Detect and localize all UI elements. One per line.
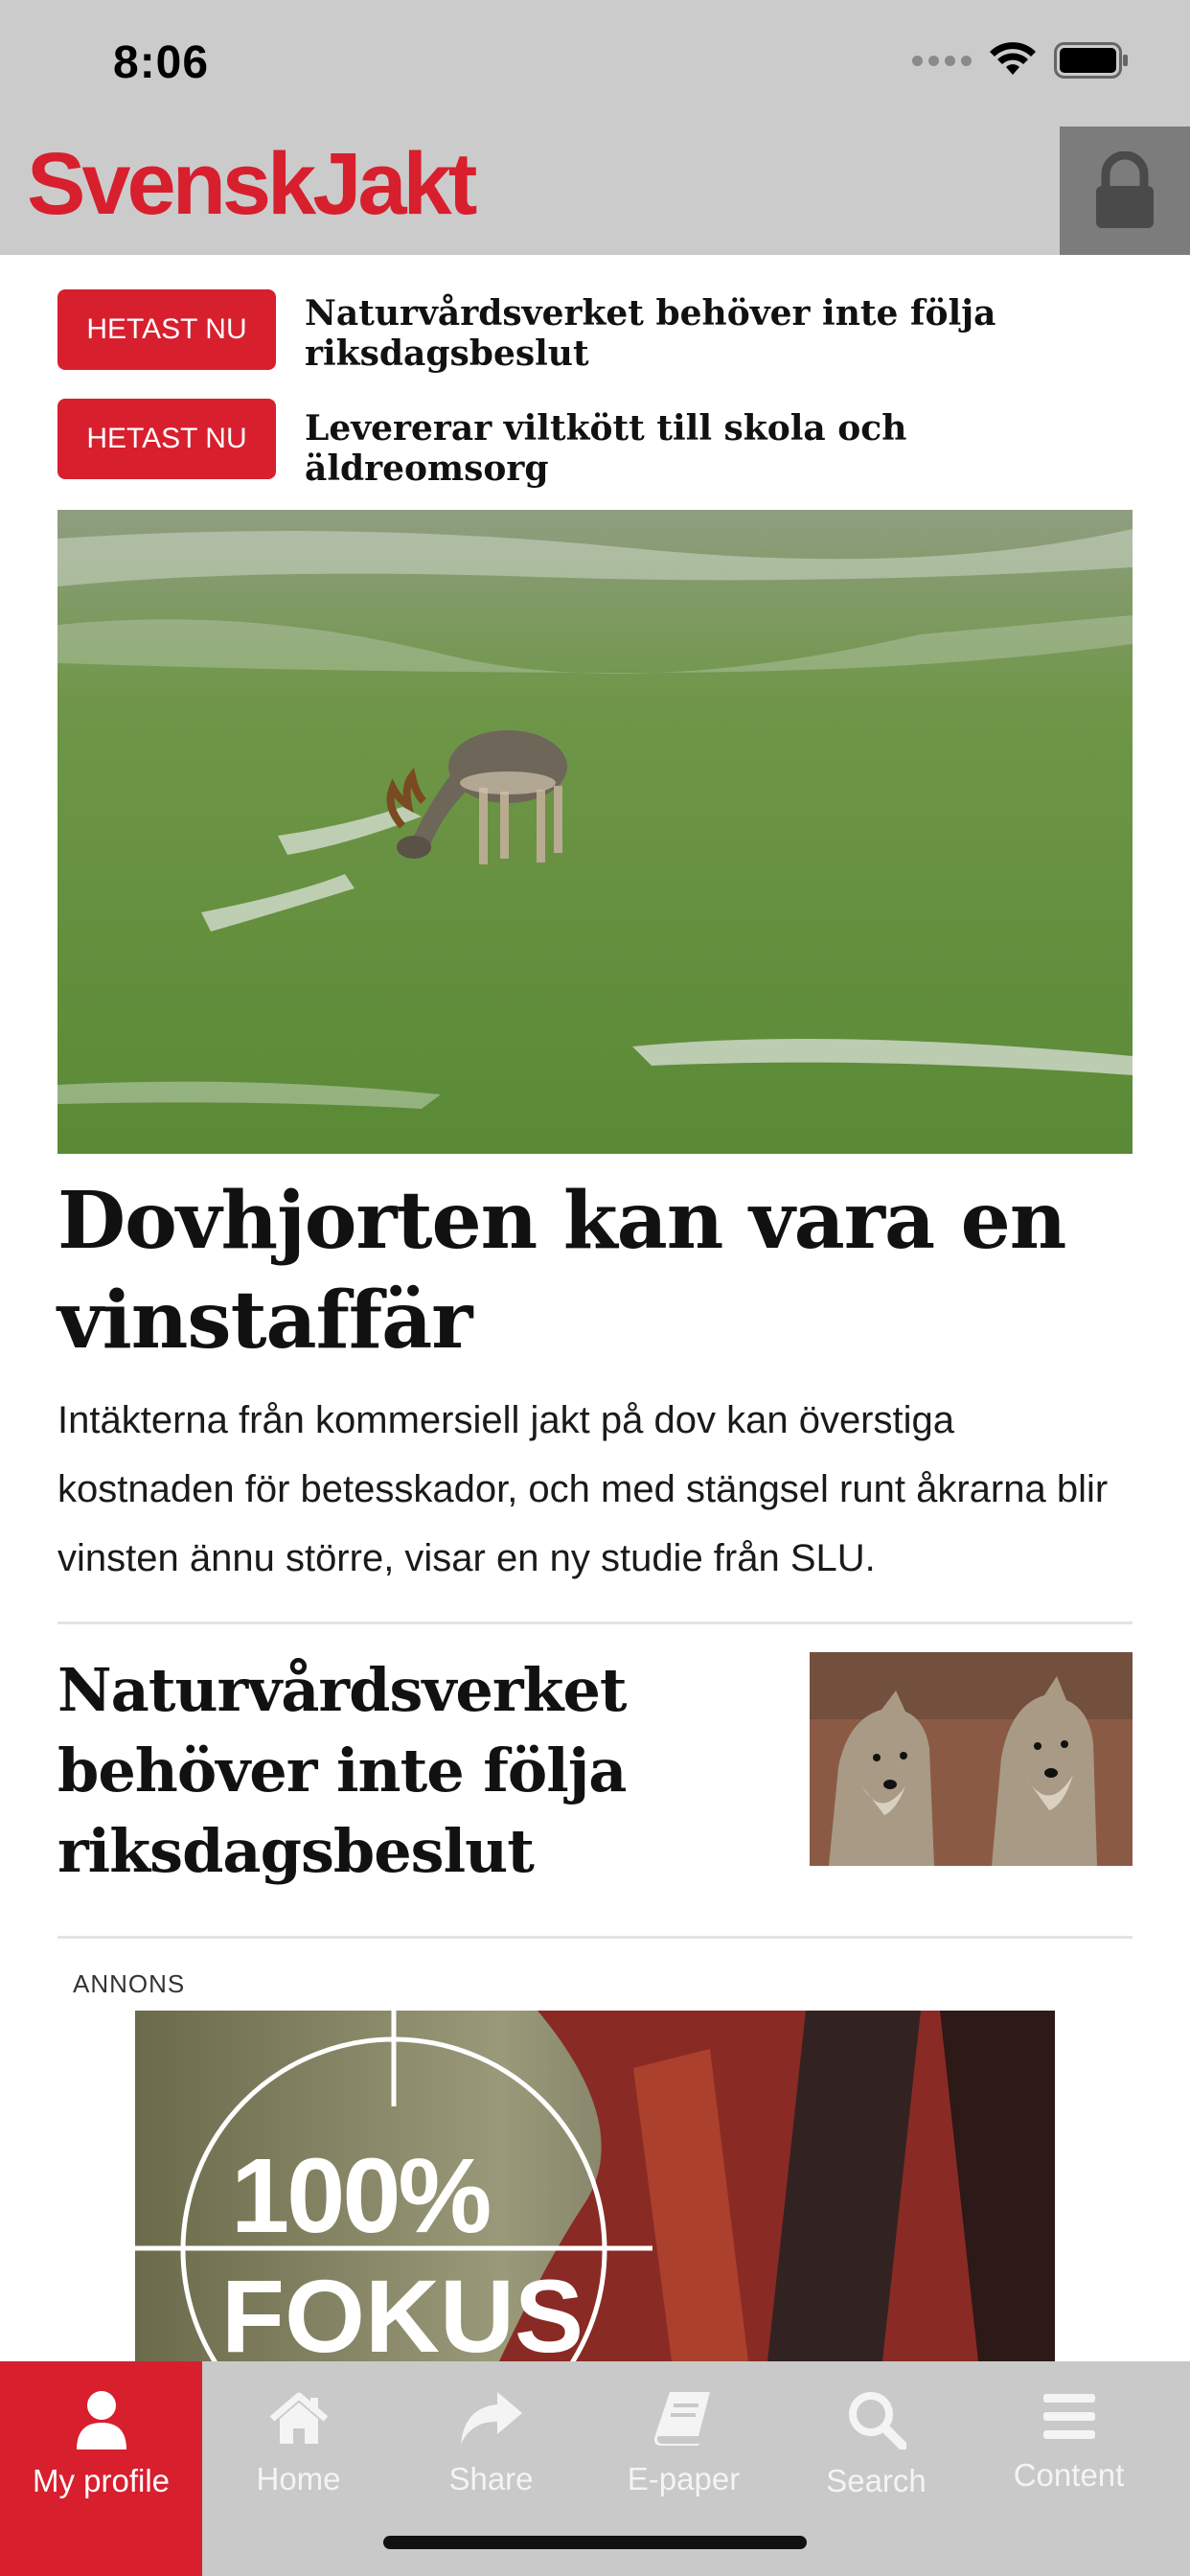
- lock-icon: [1091, 151, 1158, 230]
- article-title[interactable]: Naturvårdsverket behöver inte följa riksdagsbeslut: [57, 1655, 627, 1886]
- tab-label: Home: [256, 2461, 341, 2496]
- hot-item-title[interactable]: Levererar viltkött till skola och äldreomsorg: [305, 408, 907, 489]
- hot-badge: HETAST NU: [57, 289, 276, 370]
- status-icons: [912, 42, 1129, 79]
- home-indicator[interactable]: [383, 2536, 807, 2549]
- hero-image[interactable]: [57, 510, 1133, 1154]
- home-icon: [268, 2390, 330, 2448]
- search-icon: [847, 2390, 906, 2450]
- tab-content[interactable]: [973, 2361, 1165, 2576]
- tab-label: Share: [448, 2461, 534, 2496]
- hot-item[interactable]: [57, 399, 1131, 489]
- tab-label: Search: [826, 2463, 927, 2498]
- tab-label: Content: [1013, 2457, 1125, 2493]
- tab-home[interactable]: [202, 2361, 395, 2576]
- tab-search[interactable]: [780, 2361, 973, 2576]
- ad-headline: 100%: [231, 2137, 490, 2255]
- battery-icon: [1054, 42, 1129, 79]
- share-icon: [459, 2390, 524, 2448]
- advertisement-banner[interactable]: [135, 2011, 1055, 2361]
- ad-subheadline: FOKUS: [221, 2258, 584, 2361]
- hot-item-title[interactable]: Naturvårdsverket behöver inte följa riksdagsbeslut: [305, 293, 996, 374]
- divider: [57, 1936, 1133, 1939]
- tab-label: E-paper: [627, 2461, 741, 2496]
- lock-button[interactable]: [1060, 126, 1190, 255]
- status-time: 8:06: [113, 37, 210, 88]
- person-icon: [75, 2390, 128, 2450]
- hot-badge: HETAST NU: [57, 399, 276, 479]
- wifi-icon: [989, 42, 1037, 79]
- tab-my-profile[interactable]: [0, 2361, 202, 2576]
- menu-icon: [1041, 2390, 1097, 2444]
- article-thumbnail[interactable]: [810, 1652, 1133, 1866]
- signal-icon: [912, 56, 972, 66]
- hero-title[interactable]: Dovhjorten kan vara en vinstaffär: [57, 1175, 1066, 1367]
- hero-lead: Intäkterna från kommersiell jakt på dov kan överstiga kostnaden för betesskador, och med stängsel runt åkrarna blir vinsten ännu större, visar en ny studie från SLU.: [57, 1399, 1109, 1579]
- book-icon: [654, 2390, 714, 2448]
- divider: [57, 1622, 1133, 1624]
- hot-item[interactable]: [57, 289, 1131, 374]
- ad-label: ANNONS: [73, 1969, 186, 1998]
- tab-label: My profile: [32, 2463, 171, 2498]
- brand-logo[interactable]: SvenskJakt: [27, 135, 474, 233]
